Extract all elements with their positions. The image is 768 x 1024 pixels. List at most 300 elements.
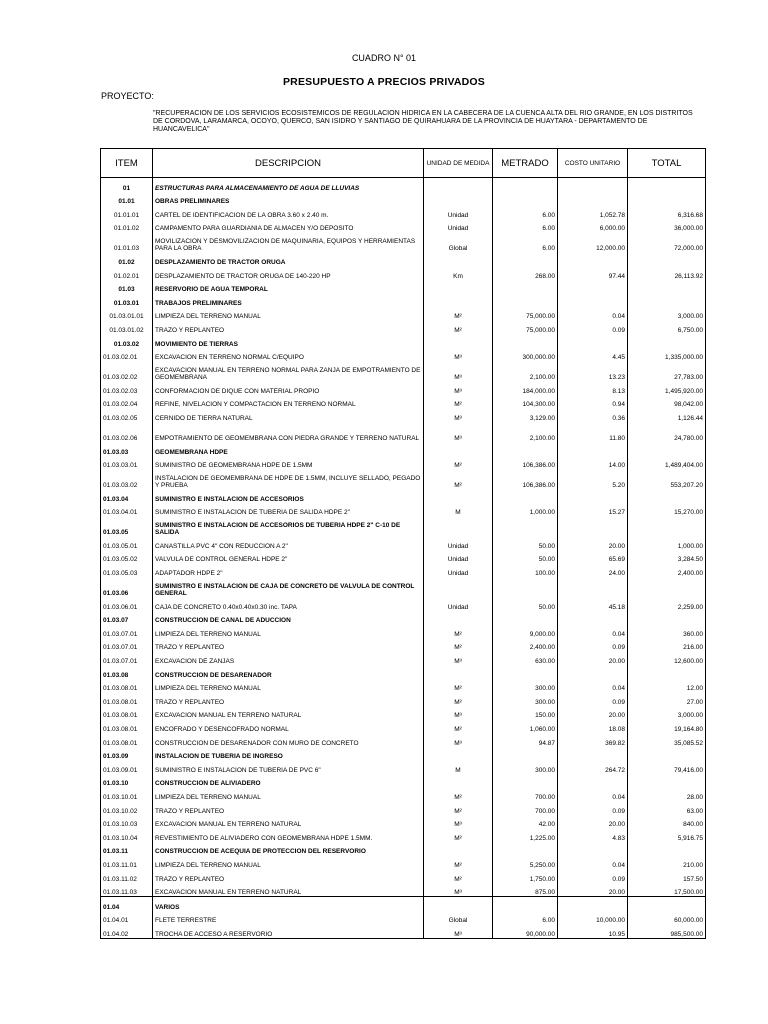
- row-total-cell: 15,270.00: [628, 503, 706, 517]
- row-item-cell: 01.03.01: [101, 293, 153, 307]
- row-costo-cell: 24.00: [558, 563, 628, 577]
- row-description-cell: CANASTILLA PVC 4" CON REDUCCION A 2": [153, 536, 424, 550]
- row-description-cell: LIMPIEZA DEL TERRENO MANUAL: [153, 679, 424, 693]
- row-costo-cell: 20.00: [558, 815, 628, 829]
- row-item-cell: 01.03.11.03: [101, 883, 153, 897]
- row-costo-cell: [558, 665, 628, 679]
- table-row: [101, 232, 706, 252]
- table-row: [101, 706, 706, 720]
- row-description-cell: TRAZO Y REPLANTEO: [153, 801, 424, 815]
- header-descripcion: DESCRIPCION: [153, 149, 424, 178]
- table-header-row: [101, 149, 706, 178]
- row-total-cell: 26,113.92: [628, 266, 706, 280]
- row-metrado-cell: 300,000.00: [493, 348, 558, 362]
- row-item-cell: 01.03.04.01: [101, 503, 153, 517]
- row-metrado-cell: [493, 280, 558, 294]
- row-item-cell: 01.01.03: [101, 232, 153, 252]
- row-description-cell: MOVILIZACION Y DESMOVILIZACION DE MAQUINARIA, EQUIPOS Y HERRAMIENTAS PARA LA OBRA: [153, 232, 424, 252]
- cuadro-number: CUADRO N° 01: [351, 53, 417, 63]
- row-metrado-cell: 3,129.00: [493, 408, 558, 422]
- row-costo-cell: 0.09: [558, 638, 628, 652]
- row-metrado-cell: 6.00: [493, 219, 558, 233]
- table-row: [101, 550, 706, 564]
- row-item-cell: 01.03.04: [101, 489, 153, 503]
- row-description-cell: SUMINISTRO E INSTALACION DE TUBERIA DE PVC 6": [153, 760, 424, 774]
- row-item-cell: 01.04.01: [101, 911, 153, 925]
- row-costo-cell: 0.04: [558, 787, 628, 801]
- row-unit-cell: Unidad: [424, 536, 493, 550]
- row-item-cell: 01.03.07.01: [101, 624, 153, 638]
- row-metrado-cell: 6.00: [493, 232, 558, 252]
- table-row: [101, 307, 706, 321]
- budget-table: [100, 148, 706, 939]
- table-row: [101, 205, 706, 219]
- header-costo: COSTO UNITARIO: [558, 149, 628, 178]
- row-unit-cell: [424, 665, 493, 679]
- row-description-cell: ADAPTADOR HDPE 2": [153, 563, 424, 577]
- row-total-cell: 12,600.00: [628, 651, 706, 665]
- table-row: [101, 408, 706, 422]
- row-metrado-cell: [493, 665, 558, 679]
- row-item-cell: 01.04: [101, 897, 153, 911]
- row-metrado-cell: 268.00: [493, 266, 558, 280]
- row-total-cell: 17,500.00: [628, 883, 706, 897]
- row-item-cell: 01.03.05: [101, 516, 153, 536]
- table-row: [101, 760, 706, 774]
- table-row: [101, 266, 706, 280]
- row-costo-cell: [558, 516, 628, 536]
- row-item-cell: 01.01.02: [101, 219, 153, 233]
- row-total-cell: [628, 577, 706, 597]
- row-total-cell: 1,489,404.00: [628, 456, 706, 470]
- row-unit-cell: Unidad: [424, 597, 493, 611]
- section-row: [101, 334, 706, 348]
- row-metrado-cell: [493, 897, 558, 911]
- row-costo-cell: [558, 747, 628, 761]
- table-row: [101, 869, 706, 883]
- section-row: [101, 774, 706, 788]
- row-costo-cell: 5.20: [558, 469, 628, 489]
- row-item-cell: 01.03.08: [101, 665, 153, 679]
- row-item-cell: 01.03.07.01: [101, 638, 153, 652]
- row-metrado-cell: 75,000.00: [493, 307, 558, 321]
- row-unit-cell: M³: [424, 883, 493, 897]
- row-unit-cell: M²: [424, 719, 493, 733]
- row-unit-cell: [424, 897, 493, 911]
- row-total-cell: [628, 280, 706, 294]
- row-description-cell: TROCHA DE ACCESO A RESERVORIO: [153, 924, 424, 938]
- header-total: TOTAL: [628, 149, 706, 178]
- row-metrado-cell: [493, 577, 558, 597]
- row-metrado-cell: 6.00: [493, 205, 558, 219]
- document-title: PRESUPUESTO A PRECIOS PRIVADOS: [282, 76, 486, 88]
- table-row: [101, 456, 706, 470]
- row-total-cell: 3,000.00: [628, 706, 706, 720]
- row-costo-cell: 0.04: [558, 307, 628, 321]
- row-total-cell: 27.00: [628, 692, 706, 706]
- row-unit-cell: M³: [424, 361, 493, 381]
- row-unit-cell: M³: [424, 733, 493, 747]
- row-costo-cell: [558, 611, 628, 625]
- row-costo-cell: 12,000.00: [558, 232, 628, 252]
- row-item-cell: 01.03.11: [101, 842, 153, 856]
- section-row: [101, 665, 706, 679]
- row-unit-cell: M: [424, 760, 493, 774]
- row-total-cell: 210.00: [628, 855, 706, 869]
- row-item-cell: 01.02.01: [101, 266, 153, 280]
- row-item-cell: 01.04.02: [101, 924, 153, 938]
- header-metrado: METRADO: [493, 149, 558, 178]
- row-metrado-cell: 300.00: [493, 692, 558, 706]
- row-costo-cell: [558, 442, 628, 456]
- row-metrado-cell: 184,000.00: [493, 381, 558, 395]
- row-item-cell: 01.03.10.01: [101, 787, 153, 801]
- row-description-cell: REVESTIMIENTO DE ALIVIADERO CON GEOMEMBRANA HDPE 1.5MM.: [153, 828, 424, 842]
- row-unit-cell: M³: [424, 422, 493, 442]
- row-unit-cell: Unidad: [424, 205, 493, 219]
- row-metrado-cell: [493, 774, 558, 788]
- row-description-cell: INSTALACION DE TUBERIA DE INGRESO: [153, 747, 424, 761]
- row-costo-cell: [558, 280, 628, 294]
- row-description-cell: SUMINISTRO DE GEOMEMBRANA HDPE DE 1.5MM: [153, 456, 424, 470]
- row-costo-cell: 20.00: [558, 651, 628, 665]
- row-description-cell: LIMPIEZA DEL TERRENO MANUAL: [153, 855, 424, 869]
- row-metrado-cell: 104,300.00: [493, 395, 558, 409]
- row-unit-cell: M²: [424, 869, 493, 883]
- row-total-cell: 2,259.00: [628, 597, 706, 611]
- row-metrado-cell: [493, 178, 558, 192]
- row-unit-cell: M³: [424, 381, 493, 395]
- row-unit-cell: [424, 442, 493, 456]
- row-unit-cell: [424, 192, 493, 206]
- row-costo-cell: [558, 252, 628, 266]
- row-metrado-cell: 2,100.00: [493, 422, 558, 442]
- table-row: [101, 679, 706, 693]
- row-unit-cell: Unidad: [424, 219, 493, 233]
- row-unit-cell: [424, 280, 493, 294]
- row-item-cell: 01.03.08.01: [101, 733, 153, 747]
- row-description-cell: LIMPIEZA DEL TERRENO MANUAL: [153, 307, 424, 321]
- row-total-cell: [628, 334, 706, 348]
- row-unit-cell: [424, 747, 493, 761]
- row-unit-cell: M²: [424, 855, 493, 869]
- row-description-cell: CONSTRUCCION DE DESARENADOR: [153, 665, 424, 679]
- row-unit-cell: [424, 611, 493, 625]
- row-metrado-cell: 1,225.00: [493, 828, 558, 842]
- row-metrado-cell: [493, 611, 558, 625]
- row-costo-cell: [558, 293, 628, 307]
- row-description-cell: VARIOS: [153, 897, 424, 911]
- row-total-cell: 98,042.00: [628, 395, 706, 409]
- row-metrado-cell: 630.00: [493, 651, 558, 665]
- row-costo-cell: 11.80: [558, 422, 628, 442]
- row-costo-cell: [558, 897, 628, 911]
- row-total-cell: 840.00: [628, 815, 706, 829]
- row-costo-cell: 0.09: [558, 692, 628, 706]
- row-description-cell: CAJA DE CONCRETO 0.40x0.40x0.30 inc. TAPA: [153, 597, 424, 611]
- table-row: [101, 855, 706, 869]
- row-unit-cell: M²: [424, 320, 493, 334]
- proyecto-label: PROYECTO:: [101, 91, 154, 101]
- row-total-cell: [628, 516, 706, 536]
- row-unit-cell: M³: [424, 815, 493, 829]
- row-description-cell: SUMINISTRO E INSTALACION DE TUBERIA DE SALIDA HDPE 2": [153, 503, 424, 517]
- row-total-cell: [628, 897, 706, 911]
- row-item-cell: 01: [101, 178, 153, 192]
- table-row: [101, 651, 706, 665]
- row-metrado-cell: 300.00: [493, 760, 558, 774]
- row-item-cell: 01.03.09.01: [101, 760, 153, 774]
- row-description-cell: OBRAS PRELIMINARES: [153, 192, 424, 206]
- row-metrado-cell: [493, 842, 558, 856]
- row-unit-cell: Km: [424, 266, 493, 280]
- row-description-cell: EXCAVACION DE ZANJAS: [153, 651, 424, 665]
- row-unit-cell: M³: [424, 924, 493, 938]
- table-row: [101, 469, 706, 489]
- row-metrado-cell: 700.00: [493, 801, 558, 815]
- row-item-cell: 01.03.08.01: [101, 692, 153, 706]
- row-total-cell: 63.00: [628, 801, 706, 815]
- row-costo-cell: 15.27: [558, 503, 628, 517]
- row-metrado-cell: 9,000.00: [493, 624, 558, 638]
- row-total-cell: 6,750.00: [628, 320, 706, 334]
- row-metrado-cell: 5,250.00: [493, 855, 558, 869]
- row-item-cell: 01.03.08.01: [101, 719, 153, 733]
- row-description-cell: CONFORMACION DE DIQUE CON MATERIAL PROPIO: [153, 381, 424, 395]
- row-item-cell: 01.03.02.06: [101, 422, 153, 442]
- row-metrado-cell: 90,000.00: [493, 924, 558, 938]
- table-row: [101, 536, 706, 550]
- section-row: [101, 747, 706, 761]
- row-metrado-cell: 50.00: [493, 536, 558, 550]
- row-total-cell: 36,000.00: [628, 219, 706, 233]
- row-description-cell: CONSTRUCCION DE ACEQUIA DE PROTECCION DEL RESERVORIO: [153, 842, 424, 856]
- row-total-cell: [628, 665, 706, 679]
- row-description-cell: CONSTRUCCION DE CANAL DE ADUCCION: [153, 611, 424, 625]
- row-costo-cell: 4.83: [558, 828, 628, 842]
- row-metrado-cell: [493, 293, 558, 307]
- row-description-cell: CAMPAMENTO PARA GUARDIANIA DE ALMACEN Y/O DEPOSITO: [153, 219, 424, 233]
- table-row: [101, 624, 706, 638]
- row-unit-cell: [424, 252, 493, 266]
- row-item-cell: 01.03.02.04: [101, 395, 153, 409]
- row-costo-cell: 0.09: [558, 801, 628, 815]
- row-costo-cell: [558, 334, 628, 348]
- row-description-cell: FLETE TERRESTRE: [153, 911, 424, 925]
- row-metrado-cell: 875.00: [493, 883, 558, 897]
- row-total-cell: 5,916.75: [628, 828, 706, 842]
- row-costo-cell: 4.45: [558, 348, 628, 362]
- row-metrado-cell: [493, 516, 558, 536]
- row-item-cell: 01.01.01: [101, 205, 153, 219]
- row-total-cell: 60,000.00: [628, 911, 706, 925]
- table-row: [101, 638, 706, 652]
- row-unit-cell: M²: [424, 469, 493, 489]
- row-metrado-cell: 2,100.00: [493, 361, 558, 381]
- row-costo-cell: 13.23: [558, 361, 628, 381]
- row-unit-cell: M²: [424, 679, 493, 693]
- row-unit-cell: [424, 774, 493, 788]
- row-total-cell: 12.00: [628, 679, 706, 693]
- section-row: [101, 842, 706, 856]
- row-item-cell: 01.03: [101, 280, 153, 294]
- row-item-cell: 01.03.05.03: [101, 563, 153, 577]
- row-description-cell: TRABAJOS PRELIMINARES: [153, 293, 424, 307]
- row-item-cell: 01.03.07.01: [101, 651, 153, 665]
- row-item-cell: 01.03.05.02: [101, 550, 153, 564]
- row-unit-cell: M: [424, 503, 493, 517]
- row-item-cell: 01.03.05.01: [101, 536, 153, 550]
- table-row: [101, 719, 706, 733]
- row-unit-cell: M²: [424, 624, 493, 638]
- row-costo-cell: 0.04: [558, 624, 628, 638]
- row-metrado-cell: 106,386.00: [493, 469, 558, 489]
- section-row: [101, 280, 706, 294]
- row-item-cell: 01.03.02.03: [101, 381, 153, 395]
- row-costo-cell: 6,000.00: [558, 219, 628, 233]
- table-row: [101, 348, 706, 362]
- row-metrado-cell: 150.00: [493, 706, 558, 720]
- row-item-cell: 01.01: [101, 192, 153, 206]
- row-total-cell: 1,000.00: [628, 536, 706, 550]
- row-total-cell: 35,085.52: [628, 733, 706, 747]
- row-unit-cell: M²: [424, 307, 493, 321]
- row-total-cell: 79,416.00: [628, 760, 706, 774]
- row-costo-cell: 20.00: [558, 883, 628, 897]
- row-description-cell: LIMPIEZA DEL TERRENO MANUAL: [153, 624, 424, 638]
- row-item-cell: 01.03.07: [101, 611, 153, 625]
- row-item-cell: 01.03.09: [101, 747, 153, 761]
- row-costo-cell: 18.08: [558, 719, 628, 733]
- row-metrado-cell: 106,386.00: [493, 456, 558, 470]
- row-item-cell: 01.03.03.01: [101, 456, 153, 470]
- row-description-cell: DESPLAZAMIENTO DE TRACTOR ORUGA: [153, 252, 424, 266]
- table-row: [101, 692, 706, 706]
- row-metrado-cell: 1,750.00: [493, 869, 558, 883]
- section-row: [101, 442, 706, 456]
- row-costo-cell: 20.00: [558, 706, 628, 720]
- row-metrado-cell: 42.00: [493, 815, 558, 829]
- row-description-cell: TRAZO Y REPLANTEO: [153, 692, 424, 706]
- section-row: [101, 516, 706, 536]
- table-row: [101, 815, 706, 829]
- row-metrado-cell: 1,060.00: [493, 719, 558, 733]
- row-total-cell: [628, 192, 706, 206]
- row-description-cell: SUMINISTRO E INSTALACION DE CAJA DE CONCRETO DE VALVULA DE CONTROL GENERAL: [153, 577, 424, 597]
- row-total-cell: 24,780.00: [628, 422, 706, 442]
- table-row: [101, 361, 706, 381]
- row-costo-cell: [558, 489, 628, 503]
- row-metrado-cell: 50.00: [493, 550, 558, 564]
- row-costo-cell: 65.69: [558, 550, 628, 564]
- row-metrado-cell: 1,000.00: [493, 503, 558, 517]
- table-row: [101, 801, 706, 815]
- row-costo-cell: 14.00: [558, 456, 628, 470]
- row-description-cell: TRAZO Y REPLANTEO: [153, 638, 424, 652]
- row-description-cell: CONSTRUCCION DE DESARENADOR CON MURO DE CONCRETO: [153, 733, 424, 747]
- row-item-cell: 01.03.06: [101, 577, 153, 597]
- row-unit-cell: M²: [424, 801, 493, 815]
- row-description-cell: REFINE, NIVELACION Y COMPACTACION EN TERRENO NORMAL: [153, 395, 424, 409]
- row-item-cell: 01.03.11.01: [101, 855, 153, 869]
- row-total-cell: 1,495,920.00: [628, 381, 706, 395]
- row-total-cell: 28.00: [628, 787, 706, 801]
- row-description-cell: EXCAVACION MANUAL EN TERRENO NATURAL: [153, 883, 424, 897]
- row-item-cell: 01.03.11.02: [101, 869, 153, 883]
- row-costo-cell: 10,000.00: [558, 911, 628, 925]
- table-row: [101, 395, 706, 409]
- row-costo-cell: 369.82: [558, 733, 628, 747]
- row-item-cell: 01.03.08.01: [101, 706, 153, 720]
- row-metrado-cell: [493, 192, 558, 206]
- row-item-cell: 01.03.03: [101, 442, 153, 456]
- row-unit-cell: [424, 489, 493, 503]
- row-total-cell: 553,207.20: [628, 469, 706, 489]
- row-description-cell: EXCAVACION MANUAL EN TERRENO NATURAL: [153, 706, 424, 720]
- row-item-cell: 01.03.06.01: [101, 597, 153, 611]
- row-description-cell: CERNIDO DE TIERRA NATURAL: [153, 408, 424, 422]
- row-item-cell: 01.03.03.02: [101, 469, 153, 489]
- row-unit-cell: M²: [424, 828, 493, 842]
- row-total-cell: 27,783.00: [628, 361, 706, 381]
- row-description-cell: EXCAVACION MANUAL EN TERRENO NATURAL: [153, 815, 424, 829]
- row-description-cell: CONSTRUCCION DE ALIVIADERO: [153, 774, 424, 788]
- row-metrado-cell: [493, 334, 558, 348]
- table-row: [101, 924, 706, 938]
- row-costo-cell: 0.04: [558, 855, 628, 869]
- row-description-cell: GEOMEMBRANA HDPE: [153, 442, 424, 456]
- section-row: [101, 897, 706, 911]
- row-description-cell: TRAZO Y REPLANTEO: [153, 869, 424, 883]
- row-costo-cell: [558, 178, 628, 192]
- row-costo-cell: 264.72: [558, 760, 628, 774]
- row-item-cell: 01.02: [101, 252, 153, 266]
- row-metrado-cell: 100.00: [493, 563, 558, 577]
- row-metrado-cell: [493, 252, 558, 266]
- row-item-cell: 01.03.10.04: [101, 828, 153, 842]
- row-costo-cell: 8.13: [558, 381, 628, 395]
- row-metrado-cell: 50.00: [493, 597, 558, 611]
- row-description-cell: LIMPIEZA DEL TERRENO MANUAL: [153, 787, 424, 801]
- row-unit-cell: [424, 293, 493, 307]
- row-metrado-cell: 2,400.00: [493, 638, 558, 652]
- row-total-cell: 216.00: [628, 638, 706, 652]
- row-metrado-cell: 6.00: [493, 911, 558, 925]
- row-description-cell: CARTEL DE IDENTIFICACION DE LA OBRA 3.60 x 2.40 m.: [153, 205, 424, 219]
- row-unit-cell: M³: [424, 706, 493, 720]
- row-total-cell: 72,000.00: [628, 232, 706, 252]
- section-row: [101, 192, 706, 206]
- row-unit-cell: [424, 334, 493, 348]
- row-total-cell: 157.50: [628, 869, 706, 883]
- row-total-cell: 3,000.00: [628, 307, 706, 321]
- row-total-cell: [628, 489, 706, 503]
- row-total-cell: [628, 178, 706, 192]
- row-costo-cell: 20.00: [558, 536, 628, 550]
- row-unit-cell: [424, 516, 493, 536]
- table-row: [101, 320, 706, 334]
- row-total-cell: [628, 252, 706, 266]
- section-row: [101, 178, 706, 192]
- section-row: [101, 252, 706, 266]
- row-costo-cell: 0.36: [558, 408, 628, 422]
- row-description-cell: RESERVORIO DE AGUA TEMPORAL: [153, 280, 424, 294]
- row-total-cell: 6,316.68: [628, 205, 706, 219]
- row-unit-cell: Unidad: [424, 563, 493, 577]
- row-metrado-cell: [493, 442, 558, 456]
- row-unit-cell: M³: [424, 348, 493, 362]
- row-item-cell: 01.03.10.02: [101, 801, 153, 815]
